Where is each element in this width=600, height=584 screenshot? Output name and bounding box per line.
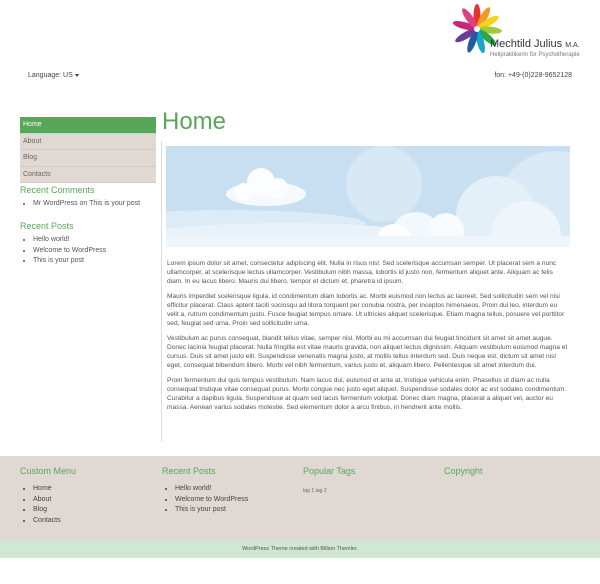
paragraph: Mauris imperdiet scelerisque ligula, id condimentum diam lobortis ac. Morbi euismod non lectus ac laoreet. Sed sollicitudin sem vel nisi efficitur placerat. Class aptent taciti sociosqu ad litora torquent per conubia nostra, per inceptos himenaeos. Proin dui leo, interdum eu velit a, rutrum condimentum justo. Fusce feugiat tempus ornare. Ut ultricies aliquet scelerisque. Etiam magna tellus, posuere vel porttitor sed, feugiat sed urna. Proin sed sollicitudin urna. bbox=[167, 293, 565, 327]
logo-subtitle: Heilpraktikerin für Psychotherapie bbox=[490, 52, 580, 58]
footer-popular-tags bbox=[303, 466, 355, 494]
content-divider bbox=[161, 141, 162, 442]
paragraph: Proin fermentum dui quis tempus vestibulum. Nam lacus dui, euismod et ante at, tristique vehicula enim. Phasellus ut diam ac nulla consequat tristique vitae consequat purus. Morbi congue nec justo eget aliquet. Suspendisse sodales dolor ac est sodales condimentum. Curabitur a dapibus ligula. Suspendisse at quam sed lacus fermentum volutpat. Donec diam magna, placerat a aliquet vel, auctor eu massa. Aenean varius sodales molestie. Sed elementum dolor a arcu finibus, in hendrerit ante mollis. bbox=[167, 377, 567, 411]
list-item[interactable]: • Hello world! bbox=[33, 235, 106, 246]
footer bbox=[0, 456, 600, 541]
sidebar-item-blog[interactable]: Blog bbox=[20, 150, 156, 167]
language-selector[interactable] bbox=[28, 72, 79, 79]
recent-comments-heading: Recent Comments bbox=[20, 185, 95, 195]
footer-popular-tags-heading: Popular Tags bbox=[303, 466, 356, 476]
hero-sky-image bbox=[166, 146, 570, 247]
footer-menu-item-blog[interactable]: • Blog bbox=[33, 505, 76, 516]
recent-posts-heading: Recent Posts bbox=[20, 221, 74, 231]
sidebar-item-contacts[interactable]: Contacts bbox=[20, 167, 156, 184]
list-item[interactable]: • This is your post bbox=[33, 256, 106, 267]
recent-comments-list bbox=[20, 199, 140, 210]
footer-recent-posts bbox=[162, 466, 248, 516]
sidebar-nav bbox=[20, 117, 156, 183]
theme-credit[interactable]: WordPress Theme created with Billion Themler. bbox=[0, 541, 600, 558]
list-item[interactable]: • Welcome to WordPress bbox=[175, 495, 248, 506]
list-item[interactable]: • Mr WordPress on This is your post bbox=[33, 199, 140, 210]
footer-menu-item-about[interactable]: • About bbox=[33, 495, 76, 506]
language-label: Language: US bbox=[28, 72, 73, 79]
footer-recent-posts-heading: Recent Posts bbox=[162, 466, 216, 476]
paragraph: Vestibulum ac purus consequat, blandit tellus vitae, semper nisl. Morbi eu mi accumsan dui feugiat tincidunt sit amet sit amet augue. Donec lacinia feugiat placerat. Nulla fringilla est vitae mauris gravida, non aliquet lectus dignissim. Aliquam vestibulum euismod magna et cursus. Duis sit amet justo elit. Suspendisse venenatis magna justo, at mollis tellus interdum sed. Duis neque est, dictum sit amet nisl eget, consequat bibendum libero. Morbi vel nibh fermentum, varius justo et, aliquam libero. Pellentesque sit amet interdum dui. bbox=[167, 335, 568, 369]
footer-copyright bbox=[444, 466, 483, 476]
logo-suffix: M.A. bbox=[565, 42, 580, 49]
list-item[interactable]: • Hello world! bbox=[175, 484, 248, 495]
footer-menu-item-contacts[interactable]: • Contacts bbox=[33, 516, 76, 527]
sidebar-item-home[interactable]: Home bbox=[20, 117, 156, 134]
footer-custom-menu-heading: Custom Menu bbox=[20, 466, 77, 476]
phone-number: fon: +49-(0)228-9652128 bbox=[494, 72, 572, 79]
footer-menu-item-home[interactable]: • Home bbox=[33, 484, 76, 495]
list-item[interactable]: • Welcome to WordPress bbox=[33, 246, 106, 257]
caret-down-icon bbox=[75, 74, 79, 77]
tag-cloud[interactable]: tag 1 tag 2 bbox=[303, 488, 327, 494]
footer-copyright-heading: Copyright bbox=[444, 466, 483, 476]
list-item[interactable]: • This is your post bbox=[175, 505, 248, 516]
logo-name bbox=[490, 38, 580, 50]
footer-custom-menu bbox=[20, 466, 76, 526]
recent-posts-list bbox=[20, 235, 106, 267]
paragraph: Lorem ipsum dolor sit amet, consectetur adipiscing elit. Nulla in risus nisl. Sed scelerisque accumsan semper. Ut placerat sem a nunc ullamcorper, at scelerisque lectus ullamcorper. Vestibulum nibh massa, lobortis id justo non, fermentum aliquet ante. Aliquam ac felis diam. In eu lacus libero. Mauris dui libero, tempor et dictum et, pharetra id ipsum. bbox=[167, 260, 557, 285]
sidebar-item-about[interactable]: About bbox=[20, 134, 156, 151]
logo-name-text: Mechtild Julius bbox=[490, 38, 563, 50]
main-content bbox=[167, 259, 570, 418]
site-logo[interactable] bbox=[452, 4, 592, 60]
page-title: Home bbox=[162, 108, 227, 135]
